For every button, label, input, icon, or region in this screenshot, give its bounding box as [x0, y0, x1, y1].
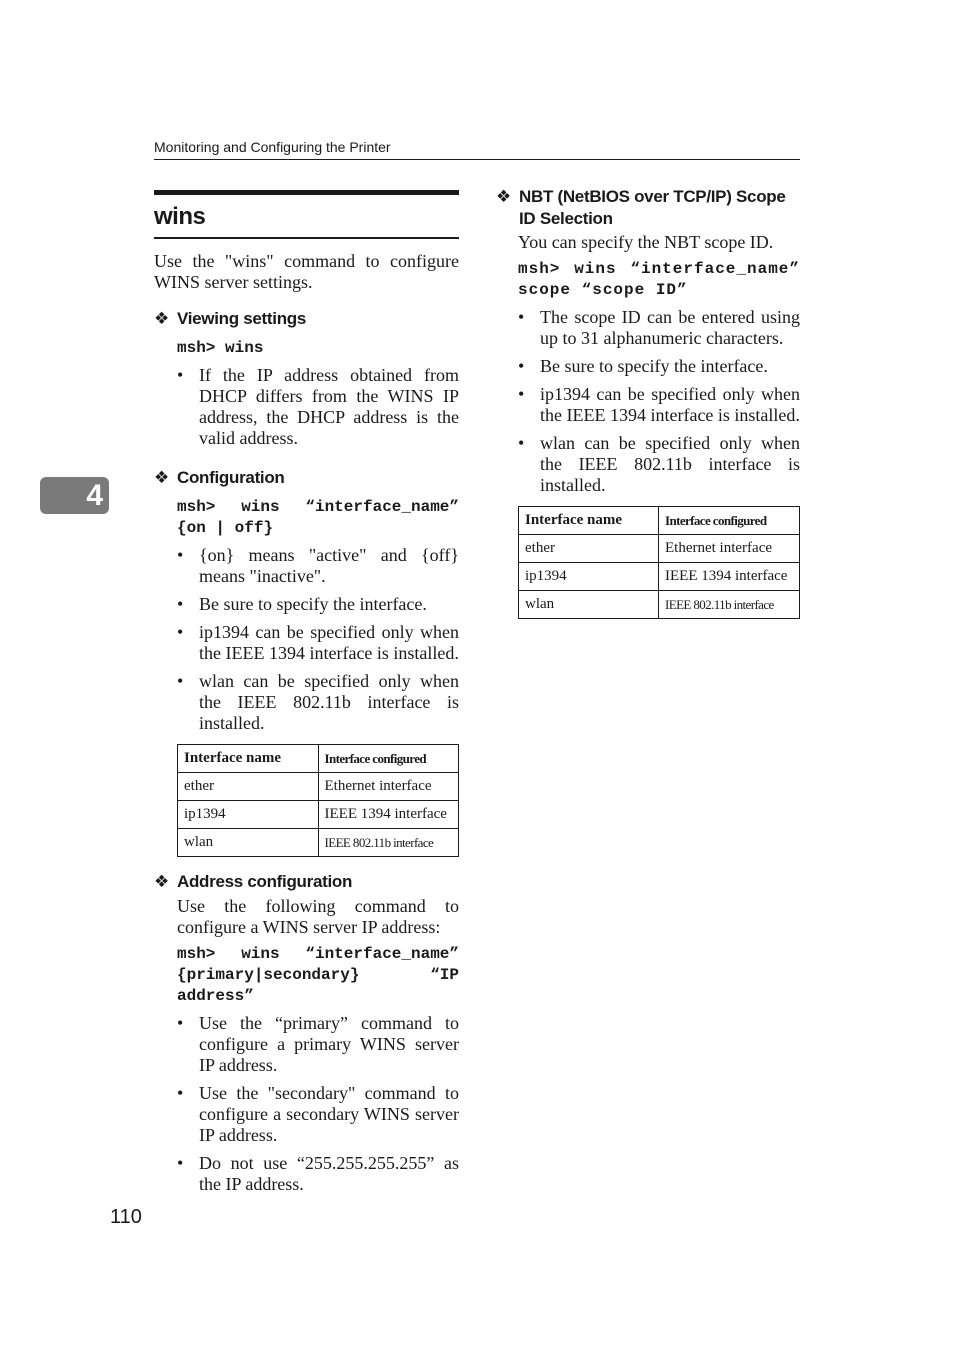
subhead-configuration: [154, 467, 459, 489]
list-item-text: Be sure to specify the interface.: [199, 594, 427, 614]
bullet-icon: •: [177, 1013, 184, 1033]
left-column: [154, 190, 469, 1202]
bullet-icon: •: [518, 433, 525, 453]
bullet-icon: •: [177, 594, 184, 614]
table-cell: wlan: [178, 829, 319, 857]
bullet-icon: •: [177, 365, 184, 385]
table-row: [178, 773, 459, 801]
bullet-icon: •: [518, 384, 525, 404]
right-column: [496, 186, 811, 633]
diamond-icon: ❖: [154, 309, 169, 328]
command-code: msh> wins “interface_name” {on | off}: [177, 498, 469, 537]
list-item: [518, 356, 800, 377]
table-cell: ether: [519, 535, 659, 563]
configuration-block: [177, 497, 469, 857]
command-code: msh> wins “interface_name” scope “scope ID”: [518, 260, 811, 299]
table-cell: IEEE 1394 interface: [318, 801, 458, 829]
table-cell: IEEE 802.11b interface: [659, 591, 800, 619]
list-item-text: Use the “primary” command to configure a primary WINS server IP address.: [199, 1013, 459, 1075]
bullet-icon: •: [518, 307, 525, 327]
bullet-list: [518, 307, 800, 496]
list-item-text: ip1394 can be specified only when the IEEE 1394 interface is installed.: [540, 384, 800, 425]
command-code: msh> wins: [177, 339, 264, 357]
table-header-row: [178, 745, 459, 773]
list-item-text: Do not use “255.255.255.255” as the IP address.: [199, 1153, 459, 1194]
list-item: [177, 545, 459, 587]
list-item-text: Use the "secondary" command to configure a secondary WINS server IP address.: [199, 1083, 459, 1145]
nbt-text: You can specify the NBT scope ID.: [518, 232, 774, 252]
table-header-cell: Interface configured: [659, 507, 800, 535]
page-number: 110: [110, 1206, 142, 1228]
viewing-block: [177, 338, 459, 449]
list-item: [177, 1083, 459, 1146]
list-item-text: If the IP address obtained from DHCP differs from the WINS IP address, the DHCP address is the valid address.: [199, 365, 459, 448]
table-row: [178, 829, 459, 857]
nbt-block: [518, 232, 811, 496]
list-item: [177, 671, 459, 734]
table-row: [519, 563, 800, 591]
list-item-text: {on} means "active" and {off} means "inactive".: [199, 545, 459, 586]
bullet-icon: •: [177, 1083, 184, 1103]
bullet-list: [177, 1013, 459, 1195]
diamond-icon: ❖: [154, 468, 169, 487]
intro-text: Use the "wins" command to configure WINS server settings.: [154, 251, 459, 292]
list-item-text: Be sure to specify the interface.: [540, 356, 768, 376]
table-cell: ip1394: [178, 801, 319, 829]
table-header-cell: Interface name: [178, 745, 319, 773]
list-item-text: wlan can be specified only when the IEEE 802.11b interface is installed.: [540, 433, 800, 495]
bullet-list: [177, 365, 459, 449]
subhead-label: NBT (NetBIOS over TCP/IP) Scope ID Selection: [519, 187, 786, 228]
list-item: [518, 307, 800, 349]
table-cell: wlan: [519, 591, 659, 619]
list-item: [177, 1153, 459, 1195]
table-header-cell: Interface configured: [318, 745, 458, 773]
interface-table: [518, 506, 800, 619]
table-row: [519, 591, 800, 619]
table-cell: Ethernet interface: [659, 535, 800, 563]
subhead-label: Viewing settings: [177, 309, 307, 328]
subhead-label: Configuration: [177, 468, 285, 487]
address-block: [177, 896, 469, 1195]
table-row: [178, 801, 459, 829]
section-title: wins: [154, 190, 459, 239]
table-cell: ether: [178, 773, 319, 801]
table-cell: IEEE 802.11b interface: [318, 829, 458, 857]
running-header: Monitoring and Configuring the Printer: [154, 139, 800, 160]
address-text: Use the following command to configure a WINS server IP address:: [177, 896, 459, 937]
bullet-icon: •: [177, 545, 184, 565]
list-item-text: ip1394 can be specified only when the IEEE 1394 interface is installed.: [199, 622, 459, 663]
table-cell: IEEE 1394 interface: [659, 563, 800, 591]
bullet-icon: •: [518, 356, 525, 376]
table-cell: Ethernet interface: [318, 773, 458, 801]
list-item: [177, 622, 459, 664]
subhead-label: Address configuration: [177, 872, 353, 891]
subhead-address-configuration: [154, 871, 459, 893]
list-item-text: wlan can be specified only when the IEEE 802.11b interface is installed.: [199, 671, 459, 733]
table-header-row: [519, 507, 800, 535]
chapter-tab: 4: [40, 477, 109, 514]
interface-table: [177, 744, 459, 857]
list-item-text: The scope ID can be entered using up to 31 alphanumeric characters.: [540, 307, 800, 348]
list-item: [177, 594, 459, 615]
bullet-list: [177, 545, 459, 734]
bullet-icon: •: [177, 622, 184, 642]
list-item: [518, 433, 800, 496]
bullet-icon: •: [177, 1153, 184, 1173]
list-item: [177, 1013, 459, 1076]
command-code: msh> wins “interface_name” {primary|secondary} “IP address”: [177, 945, 469, 1005]
subhead-viewing-settings: [154, 308, 459, 330]
table-cell: ip1394: [519, 563, 659, 591]
list-item: [518, 384, 800, 426]
bullet-icon: •: [177, 671, 184, 691]
table-row: [519, 535, 800, 563]
diamond-icon: ❖: [496, 187, 511, 206]
diamond-icon: ❖: [154, 872, 169, 891]
subhead-nbt-scope-id: [496, 186, 800, 230]
table-header-cell: Interface name: [519, 507, 659, 535]
list-item: [177, 365, 459, 449]
